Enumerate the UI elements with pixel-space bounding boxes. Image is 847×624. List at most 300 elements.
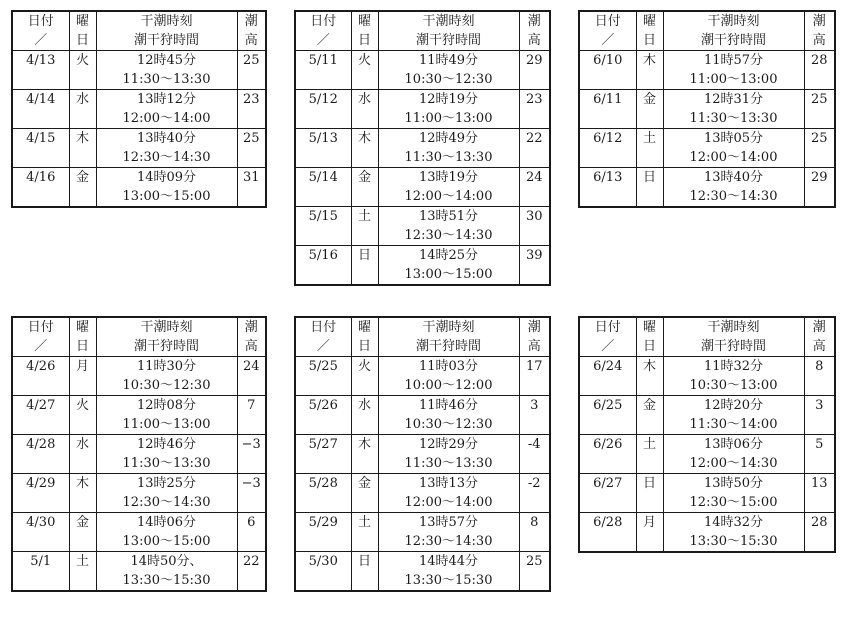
low-tide-time: 11時03分 xyxy=(418,359,479,374)
clam-digging-hours: 11:00～13:00 xyxy=(404,111,493,126)
header-day-of-week-line1: 曜 xyxy=(357,320,371,335)
header-date xyxy=(579,317,636,357)
header-tide-height-line1: 潮 xyxy=(527,14,541,29)
tide-height-cell: 3 xyxy=(804,396,835,435)
date-cell: 5/11 xyxy=(295,51,351,90)
header-tide-time-line2: 潮干狩時間 xyxy=(415,33,481,48)
low-tide-time: 13時40分 xyxy=(136,131,197,146)
day-of-week-cell: 水 xyxy=(351,90,378,129)
tide-time-cell xyxy=(663,90,804,129)
header-day-of-week xyxy=(351,317,378,357)
day-of-week-cell: 土 xyxy=(636,129,663,168)
tide-height-cell: 8 xyxy=(804,357,835,396)
tide-height-cell: 25 xyxy=(804,90,835,129)
tide-time-cell xyxy=(96,51,237,90)
date-cell: 6/28 xyxy=(579,513,636,553)
day-of-week-cell: 火 xyxy=(69,51,96,90)
low-tide-time: 12時31分 xyxy=(703,92,764,107)
tide-height-cell: -2 xyxy=(519,474,550,513)
date-cell: 5/14 xyxy=(295,168,351,207)
header-date-line1: 日付 xyxy=(310,14,337,29)
clam-digging-hours: 12:00～14:30 xyxy=(689,456,778,471)
day-of-week-cell: 土 xyxy=(351,513,378,552)
clam-digging-hours: 11:30～13:30 xyxy=(122,72,211,87)
date-cell: 6/27 xyxy=(579,474,636,513)
header-date-line1: 日付 xyxy=(27,320,54,335)
header-tide-height-line1: 潮 xyxy=(244,320,258,335)
header-date-line1: 日付 xyxy=(27,14,54,29)
clam-digging-hours: 12:30～14:30 xyxy=(122,150,211,165)
tide-height-cell: −3 xyxy=(237,474,266,513)
header-date-line2: ／ xyxy=(601,33,615,48)
table-row xyxy=(579,51,835,90)
clam-digging-hours: 13:00～15:00 xyxy=(404,267,493,282)
clam-digging-hours: 13:30～15:30 xyxy=(689,534,778,549)
table-row xyxy=(12,552,266,592)
header-tide-height-line1: 潮 xyxy=(244,14,258,29)
header-row xyxy=(579,317,835,357)
header-tide-time-line1: 干潮時刻 xyxy=(140,320,193,335)
date-cell: 4/30 xyxy=(12,513,69,552)
tide-height-cell: 25 xyxy=(237,51,266,90)
low-tide-time: 13時57分 xyxy=(418,515,479,530)
header-tide-time xyxy=(663,11,804,51)
low-tide-time: 14時50分、 xyxy=(130,554,203,569)
low-tide-time: 12時19分 xyxy=(418,92,479,107)
table-row xyxy=(12,51,266,90)
low-tide-time: 14時32分 xyxy=(703,515,764,530)
tide-height-cell: 24 xyxy=(519,168,550,207)
day-of-week-cell: 火 xyxy=(69,396,96,435)
day-of-week-cell: 水 xyxy=(351,396,378,435)
tide-time-cell xyxy=(378,129,519,168)
table-row xyxy=(579,90,835,129)
tide-height-cell: 30 xyxy=(519,207,550,246)
tide-time-cell xyxy=(378,552,519,592)
header-day-of-week-line2: 日 xyxy=(357,339,371,354)
tide-time-cell xyxy=(378,474,519,513)
clam-digging-hours: 12:30～14:30 xyxy=(404,534,493,549)
low-tide-time: 13時40分 xyxy=(703,170,764,185)
clam-digging-hours: 11:30～13:30 xyxy=(689,111,778,126)
header-tide-height-line2: 高 xyxy=(244,33,258,48)
header-date xyxy=(295,317,351,357)
header-tide-time-line1: 干潮時刻 xyxy=(707,14,760,29)
day-of-week-cell: 火 xyxy=(351,357,378,396)
tide-table-body xyxy=(295,11,550,285)
tide-time-cell xyxy=(96,90,237,129)
table-row xyxy=(295,474,550,513)
tide-height-cell: 3 xyxy=(519,396,550,435)
header-day-of-week-line1: 曜 xyxy=(75,320,89,335)
date-cell: 4/29 xyxy=(12,474,69,513)
header-day-of-week-line1: 曜 xyxy=(642,320,656,335)
clam-digging-hours: 10:00～12:00 xyxy=(404,378,493,393)
clam-digging-hours: 12:00～14:00 xyxy=(404,189,493,204)
header-tide-height-line2: 高 xyxy=(527,33,541,48)
tide-height-cell: 24 xyxy=(237,357,266,396)
tide-time-cell xyxy=(378,357,519,396)
table-row xyxy=(579,357,835,396)
header-day-of-week-line2: 日 xyxy=(642,33,656,48)
clam-digging-hours: 10:30～12:30 xyxy=(404,417,493,432)
date-cell: 6/10 xyxy=(579,51,636,90)
tide-table-body xyxy=(579,317,835,552)
header-tide-time xyxy=(378,11,519,51)
header-tide-time xyxy=(96,11,237,51)
table-row xyxy=(12,168,266,208)
tide-time-cell xyxy=(663,168,804,208)
clam-digging-hours: 11:00～13:00 xyxy=(689,72,778,87)
tide-time-cell xyxy=(663,129,804,168)
date-cell: 5/12 xyxy=(295,90,351,129)
date-cell: 4/28 xyxy=(12,435,69,474)
clam-digging-hours: 13:30～15:30 xyxy=(404,573,493,588)
day-of-week-cell: 日 xyxy=(351,246,378,286)
low-tide-time: 14時09分 xyxy=(136,170,197,185)
header-tide-time-line1: 干潮時刻 xyxy=(422,320,475,335)
day-of-week-cell: 木 xyxy=(636,51,663,90)
day-of-week-cell: 水 xyxy=(69,90,96,129)
day-of-week-cell: 金 xyxy=(351,474,378,513)
tide-height-cell: 31 xyxy=(237,168,266,208)
tide-height-cell: 22 xyxy=(519,129,550,168)
tide-height-cell: −3 xyxy=(237,435,266,474)
low-tide-time: 13時25分 xyxy=(136,476,197,491)
tide-time-cell xyxy=(96,513,237,552)
tide-time-cell xyxy=(96,396,237,435)
table-row xyxy=(579,474,835,513)
header-tide-time-line1: 干潮時刻 xyxy=(422,14,475,29)
date-cell: 6/25 xyxy=(579,396,636,435)
day-of-week-cell: 金 xyxy=(636,90,663,129)
date-cell: 5/16 xyxy=(295,246,351,286)
day-of-week-cell: 火 xyxy=(351,51,378,90)
tide-height-cell: 25 xyxy=(519,552,550,592)
header-date xyxy=(579,11,636,51)
tide-height-cell: 17 xyxy=(519,357,550,396)
table-row xyxy=(579,168,835,208)
date-cell: 4/26 xyxy=(12,357,69,396)
tide-height-cell: 29 xyxy=(519,51,550,90)
clam-digging-hours: 13:00～15:00 xyxy=(122,534,211,549)
tide-time-cell xyxy=(96,552,237,592)
clam-digging-hours: 10:30～12:30 xyxy=(122,378,211,393)
date-cell: 6/11 xyxy=(579,90,636,129)
header-tide-time-line2: 潮干狩時間 xyxy=(133,33,199,48)
clam-digging-hours: 10:30～12:30 xyxy=(404,72,493,87)
low-tide-time: 13時19分 xyxy=(418,170,479,185)
header-day-of-week-line1: 曜 xyxy=(75,14,89,29)
low-tide-time: 11時57分 xyxy=(703,53,764,68)
tide-table-april-mid xyxy=(11,10,267,208)
date-cell: 6/12 xyxy=(579,129,636,168)
day-of-week-cell: 土 xyxy=(636,435,663,474)
header-day-of-week xyxy=(69,11,96,51)
day-of-week-cell: 金 xyxy=(69,168,96,208)
header-day-of-week xyxy=(636,11,663,51)
tide-time-cell xyxy=(378,396,519,435)
table-row xyxy=(295,51,550,90)
day-of-week-cell: 土 xyxy=(69,552,96,592)
low-tide-time: 13時06分 xyxy=(703,437,764,452)
header-tide-time-line2: 潮干狩時間 xyxy=(700,33,766,48)
header-tide-height xyxy=(804,11,835,51)
low-tide-time: 13時05分 xyxy=(703,131,764,146)
low-tide-time: 14時25分 xyxy=(418,248,479,263)
header-date-line2: ／ xyxy=(316,339,330,354)
header-tide-height-line1: 潮 xyxy=(527,320,541,335)
day-of-week-cell: 日 xyxy=(636,168,663,208)
header-date-line1: 日付 xyxy=(594,14,621,29)
low-tide-time: 14時44分 xyxy=(418,554,479,569)
tide-time-cell xyxy=(378,168,519,207)
clam-digging-hours: 12:00～14:00 xyxy=(122,111,211,126)
low-tide-time: 13時12分 xyxy=(136,92,197,107)
day-of-week-cell: 木 xyxy=(351,435,378,474)
tide-height-cell: 28 xyxy=(804,51,835,90)
tide-time-cell xyxy=(378,207,519,246)
day-of-week-cell: 日 xyxy=(636,474,663,513)
tide-time-cell xyxy=(96,357,237,396)
tide-table-body xyxy=(295,317,550,591)
day-of-week-cell: 日 xyxy=(351,552,378,592)
header-day-of-week-line1: 曜 xyxy=(357,14,371,29)
tide-time-cell xyxy=(378,435,519,474)
date-cell: 6/26 xyxy=(579,435,636,474)
header-row xyxy=(12,11,266,51)
table-row xyxy=(295,435,550,474)
date-cell: 5/26 xyxy=(295,396,351,435)
clam-digging-hours: 10:30～13:00 xyxy=(689,378,778,393)
tide-height-cell: 8 xyxy=(519,513,550,552)
tide-height-cell: 7 xyxy=(237,396,266,435)
header-date xyxy=(12,11,69,51)
table-row xyxy=(295,396,550,435)
tide-height-cell: 13 xyxy=(804,474,835,513)
day-of-week-cell: 土 xyxy=(351,207,378,246)
clam-digging-hours: 11:30～13:30 xyxy=(404,150,493,165)
tide-table-june-mid xyxy=(578,10,836,208)
date-cell: 5/1 xyxy=(12,552,69,592)
clam-digging-hours: 13:30～15:30 xyxy=(122,573,211,588)
date-cell: 5/28 xyxy=(295,474,351,513)
low-tide-time: 12時46分 xyxy=(136,437,197,452)
date-cell: 6/13 xyxy=(579,168,636,208)
day-of-week-cell: 月 xyxy=(69,357,96,396)
low-tide-time: 12時20分 xyxy=(703,398,764,413)
table-row xyxy=(295,513,550,552)
table-row xyxy=(295,168,550,207)
table-row xyxy=(579,396,835,435)
tide-time-cell xyxy=(96,168,237,208)
tide-height-cell: 29 xyxy=(804,168,835,208)
header-tide-height-line2: 高 xyxy=(812,33,826,48)
low-tide-time: 13時51分 xyxy=(418,209,479,224)
header-tide-height xyxy=(519,317,550,357)
table-row xyxy=(12,474,266,513)
header-row xyxy=(579,11,835,51)
header-day-of-week-line2: 日 xyxy=(642,339,656,354)
low-tide-time: 12時45分 xyxy=(136,53,197,68)
clam-digging-hours: 11:30～14:00 xyxy=(689,417,778,432)
header-tide-height xyxy=(237,11,266,51)
header-day-of-week-line2: 日 xyxy=(357,33,371,48)
clam-digging-hours: 12:30～14:30 xyxy=(404,228,493,243)
tide-table-body xyxy=(12,11,266,207)
tide-time-cell xyxy=(663,51,804,90)
day-of-week-cell: 木 xyxy=(636,357,663,396)
header-row xyxy=(12,317,266,357)
header-day-of-week xyxy=(69,317,96,357)
tide-time-cell xyxy=(663,513,804,553)
header-tide-height-line2: 高 xyxy=(812,339,826,354)
tide-time-cell xyxy=(378,90,519,129)
header-tide-height xyxy=(519,11,550,51)
table-row xyxy=(12,435,266,474)
table-row xyxy=(12,357,266,396)
header-date xyxy=(12,317,69,357)
tide-height-cell: 25 xyxy=(804,129,835,168)
low-tide-time: 13時50分 xyxy=(703,476,764,491)
clam-digging-hours: 11:00～13:00 xyxy=(122,417,211,432)
tide-table-may-late xyxy=(294,316,551,592)
table-row xyxy=(295,357,550,396)
tide-time-cell xyxy=(663,357,804,396)
tide-height-cell: 6 xyxy=(237,513,266,552)
date-cell: 4/14 xyxy=(12,90,69,129)
tide-time-cell xyxy=(96,129,237,168)
low-tide-time: 13時13分 xyxy=(418,476,479,491)
clam-digging-hours: 12:30～14:30 xyxy=(122,495,211,510)
header-tide-time xyxy=(96,317,237,357)
header-date-line1: 日付 xyxy=(594,320,621,335)
header-row xyxy=(295,11,550,51)
date-cell: 4/15 xyxy=(12,129,69,168)
table-row xyxy=(12,90,266,129)
tide-time-cell xyxy=(663,396,804,435)
header-date-line1: 日付 xyxy=(310,320,337,335)
tide-time-cell xyxy=(96,474,237,513)
day-of-week-cell: 木 xyxy=(69,129,96,168)
header-tide-time-line1: 干潮時刻 xyxy=(140,14,193,29)
tide-height-cell: -4 xyxy=(519,435,550,474)
table-row xyxy=(295,90,550,129)
low-tide-time: 12時08分 xyxy=(136,398,197,413)
table-row xyxy=(295,129,550,168)
clam-digging-hours: 12:30～15:00 xyxy=(689,495,778,510)
tide-table-may-mid xyxy=(294,10,551,286)
day-of-week-cell: 金 xyxy=(69,513,96,552)
low-tide-time: 11時49分 xyxy=(418,53,479,68)
table-row xyxy=(579,513,835,553)
tide-height-cell: 23 xyxy=(237,90,266,129)
date-cell: 6/24 xyxy=(579,357,636,396)
day-of-week-cell: 木 xyxy=(351,129,378,168)
date-cell: 5/27 xyxy=(295,435,351,474)
tide-time-cell xyxy=(378,513,519,552)
header-day-of-week xyxy=(351,11,378,51)
clam-digging-hours: 12:30～14:30 xyxy=(689,189,778,204)
tide-time-cell xyxy=(663,474,804,513)
header-tide-height-line2: 高 xyxy=(244,339,258,354)
day-of-week-cell: 月 xyxy=(636,513,663,553)
header-row xyxy=(295,317,550,357)
header-tide-time xyxy=(663,317,804,357)
table-row xyxy=(579,435,835,474)
low-tide-time: 12時29分 xyxy=(418,437,479,452)
header-day-of-week-line1: 曜 xyxy=(642,14,656,29)
date-cell: 4/27 xyxy=(12,396,69,435)
tide-table-body xyxy=(579,11,835,207)
header-day-of-week-line2: 日 xyxy=(75,33,89,48)
day-of-week-cell: 水 xyxy=(69,435,96,474)
header-date-line2: ／ xyxy=(601,339,615,354)
header-date-line2: ／ xyxy=(34,339,48,354)
low-tide-time: 12時49分 xyxy=(418,131,479,146)
table-row xyxy=(295,552,550,592)
tide-time-cell xyxy=(663,435,804,474)
tide-height-cell: 23 xyxy=(519,90,550,129)
header-tide-time-line2: 潮干狩時間 xyxy=(700,339,766,354)
header-tide-height-line1: 潮 xyxy=(812,14,826,29)
header-tide-height-line2: 高 xyxy=(527,339,541,354)
low-tide-time: 11時32分 xyxy=(703,359,764,374)
tide-table-june-late xyxy=(578,316,836,553)
low-tide-time: 14時06分 xyxy=(136,515,197,530)
header-date-line2: ／ xyxy=(316,33,330,48)
header-tide-height xyxy=(237,317,266,357)
date-cell: 5/25 xyxy=(295,357,351,396)
tide-height-cell: 5 xyxy=(804,435,835,474)
tide-time-cell xyxy=(96,435,237,474)
table-row xyxy=(579,129,835,168)
date-cell: 5/13 xyxy=(295,129,351,168)
day-of-week-cell: 木 xyxy=(69,474,96,513)
clam-digging-hours: 12:00～14:00 xyxy=(689,150,778,165)
tide-time-cell xyxy=(378,246,519,286)
tide-height-cell: 22 xyxy=(237,552,266,592)
tide-table-body xyxy=(12,317,266,591)
date-cell: 5/15 xyxy=(295,207,351,246)
header-tide-time-line1: 干潮時刻 xyxy=(707,320,760,335)
tide-time-cell xyxy=(378,51,519,90)
header-date-line2: ／ xyxy=(34,33,48,48)
clam-digging-hours: 11:30～13:30 xyxy=(122,456,211,471)
table-row xyxy=(295,246,550,286)
tide-height-cell: 25 xyxy=(237,129,266,168)
header-tide-time xyxy=(378,317,519,357)
date-cell: 5/30 xyxy=(295,552,351,592)
date-cell: 5/29 xyxy=(295,513,351,552)
table-row xyxy=(12,396,266,435)
day-of-week-cell: 金 xyxy=(636,396,663,435)
header-tide-height-line1: 潮 xyxy=(812,320,826,335)
day-of-week-cell: 金 xyxy=(351,168,378,207)
header-tide-time-line2: 潮干狩時間 xyxy=(415,339,481,354)
low-tide-time: 11時46分 xyxy=(418,398,479,413)
header-tide-time-line2: 潮干狩時間 xyxy=(133,339,199,354)
tide-height-cell: 28 xyxy=(804,513,835,553)
table-row xyxy=(295,207,550,246)
date-cell: 4/16 xyxy=(12,168,69,208)
table-row xyxy=(12,513,266,552)
clam-digging-hours: 12:00～14:00 xyxy=(404,495,493,510)
date-cell: 4/13 xyxy=(12,51,69,90)
tide-table-april-late xyxy=(11,316,267,592)
low-tide-time: 11時30分 xyxy=(136,359,197,374)
tide-height-cell: 39 xyxy=(519,246,550,286)
